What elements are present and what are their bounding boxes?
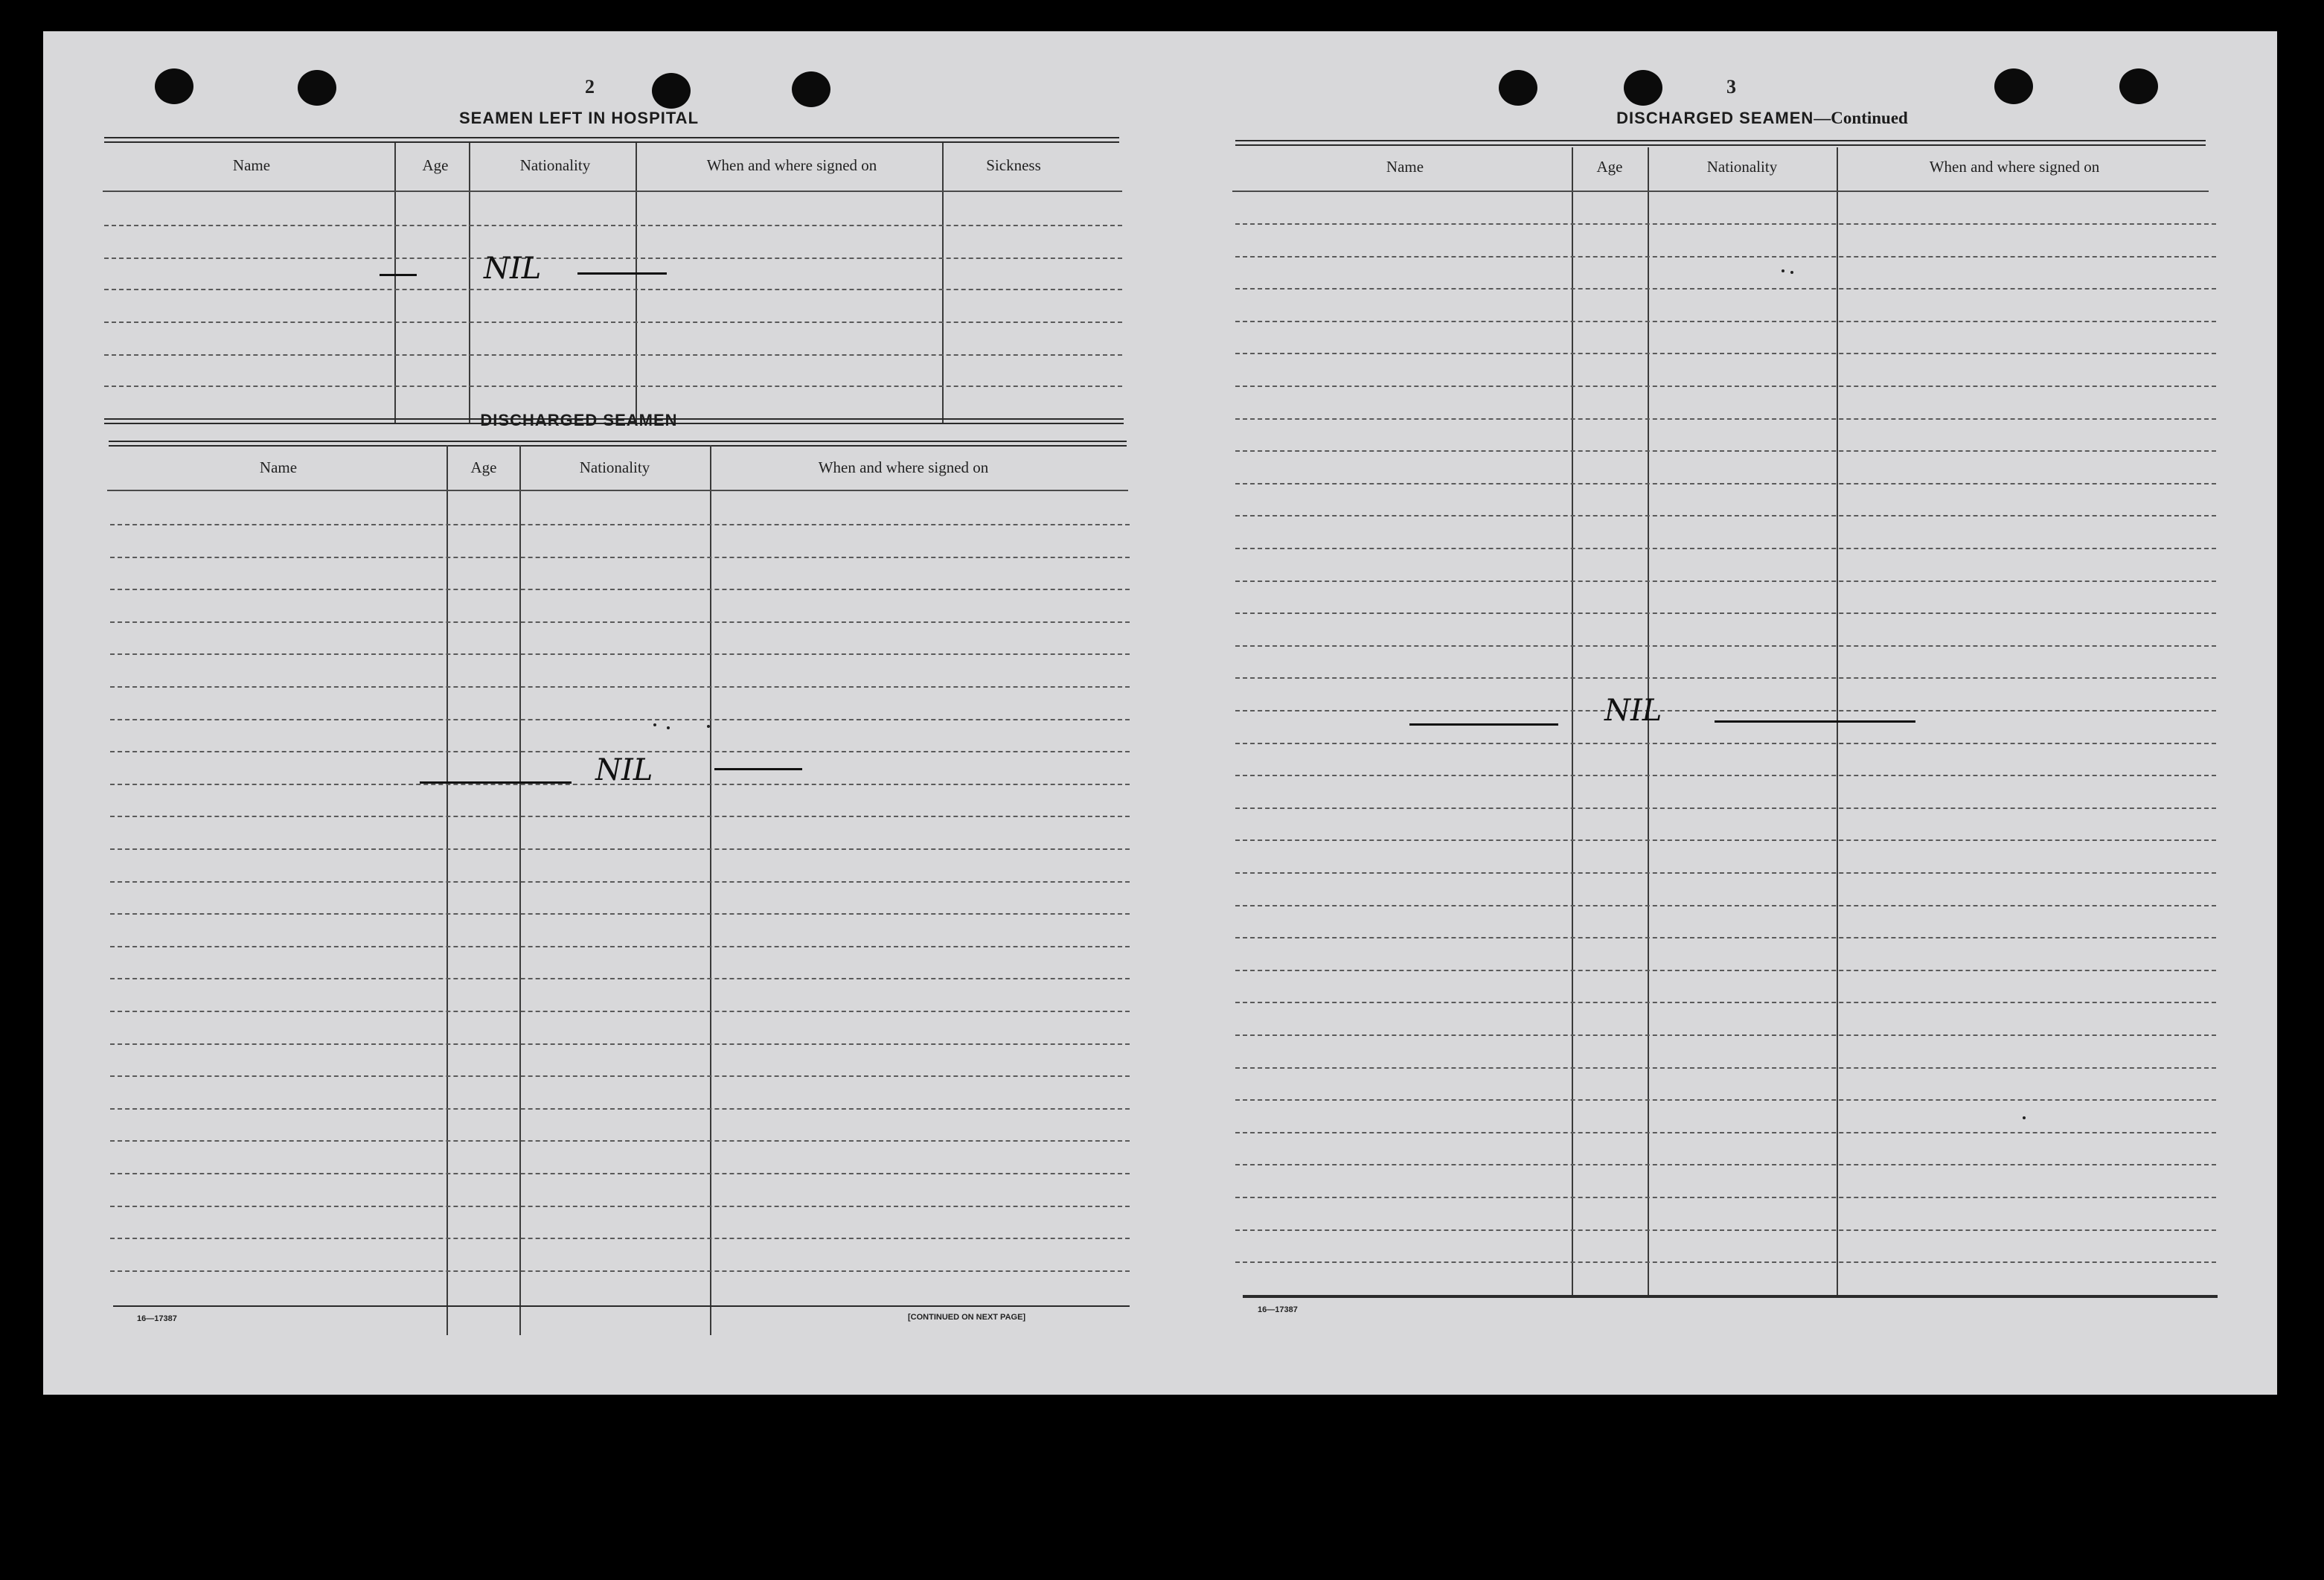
punch-hole (652, 73, 691, 109)
row-line (110, 686, 1130, 688)
row-line (104, 289, 1122, 290)
row-line (1235, 937, 2216, 938)
col-header-age: Age (470, 458, 497, 476)
row-line (110, 751, 1130, 752)
col-header-nationality: Nationality (519, 156, 591, 174)
row-line (1235, 970, 2216, 971)
row-line (1235, 386, 2216, 387)
row-line (110, 881, 1130, 883)
punch-hole (2119, 68, 2158, 104)
col-header-age: Age (422, 156, 449, 174)
row-line (1235, 677, 2216, 679)
nil-stroke-right (577, 272, 667, 275)
punch-hole (1994, 68, 2033, 104)
header-top-rule (1235, 140, 2206, 146)
row-line (1235, 1132, 2216, 1133)
col-header-signed-on: When and where signed on (1929, 158, 2100, 176)
row-line (110, 653, 1130, 655)
row-line (1235, 1261, 2216, 1263)
punch-hole (1499, 70, 1537, 106)
col-header-name: Name (232, 156, 271, 174)
form-number: 16—17387 (1258, 1305, 1298, 1314)
col-header-nationality: Nationality (579, 458, 650, 476)
ink-speck (667, 726, 670, 729)
row-line (1235, 483, 2216, 484)
col-header-age: Age (1596, 158, 1623, 176)
row-line (110, 1075, 1130, 1077)
header-top-rule (104, 137, 1119, 143)
row-line (1235, 1034, 2216, 1036)
header-bottom-rule (107, 490, 1128, 491)
column-divider (519, 445, 521, 1335)
row-line (110, 1238, 1130, 1239)
row-line (1235, 645, 2216, 647)
row-line (104, 322, 1122, 323)
section-title-hospital: SEAMEN LEFT IN HOSPITAL (458, 109, 700, 127)
row-line (1235, 613, 2216, 614)
nil-stroke-left (420, 781, 572, 784)
row-line (1235, 450, 2216, 452)
right-page (1174, 31, 2277, 1395)
header-bottom-rule (1232, 191, 2209, 192)
nil-stroke-left (1409, 723, 1558, 726)
row-line (1235, 1067, 2216, 1069)
continued-note: [CONTINUED ON NEXT PAGE] (908, 1313, 1026, 1322)
punch-hole (1624, 70, 1662, 106)
column-divider (394, 143, 396, 424)
page-number: 3 (1726, 76, 1736, 97)
row-line (1235, 839, 2216, 841)
col-header-sickness: Sickness (986, 156, 1041, 174)
header-bottom-rule (103, 191, 1122, 192)
row-line (110, 1011, 1130, 1012)
row-line (104, 354, 1122, 356)
row-line (110, 1206, 1130, 1207)
row-line (1235, 256, 2216, 258)
scanned-form-sheet (43, 31, 2277, 1395)
section-title-discharged: DISCHARGED SEAMEN (480, 411, 678, 429)
column-divider (1572, 147, 1573, 1296)
col-header-name: Name (259, 458, 298, 476)
row-line (1235, 580, 2216, 582)
row-line (110, 1043, 1130, 1045)
row-line (110, 589, 1130, 590)
col-header-nationality: Nationality (1706, 158, 1778, 176)
col-header-signed-on: When and where signed on (818, 458, 989, 476)
section-title-discharged-continued (1606, 109, 1918, 128)
col-header-name: Name (1386, 158, 1424, 176)
column-divider (710, 445, 711, 1335)
row-line (104, 258, 1122, 259)
nil-handwritten: NIL (1604, 694, 1662, 728)
header-top-rule (109, 441, 1127, 447)
punch-hole (298, 70, 336, 106)
table-bottom-rule (1243, 1295, 2218, 1298)
section-title-text: DISCHARGED SEAMEN (1616, 109, 1814, 127)
row-line (110, 816, 1130, 817)
ink-speck (1790, 271, 1793, 274)
row-line (1235, 905, 2216, 906)
ink-speck (2023, 1116, 2026, 1119)
table-bottom-rule (113, 1305, 1130, 1307)
row-line (1235, 1197, 2216, 1198)
left-page (43, 31, 1159, 1395)
row-line (110, 524, 1130, 525)
col-header-signed-on: When and where signed on (706, 156, 877, 174)
section-title-suffix: —Continued (1814, 109, 1908, 127)
row-line (104, 225, 1122, 226)
column-divider (942, 143, 944, 424)
ink-speck (707, 725, 710, 728)
row-line (110, 848, 1130, 850)
row-line (110, 978, 1130, 979)
row-line (110, 1270, 1130, 1272)
row-line (1235, 548, 2216, 549)
row-line (1235, 872, 2216, 874)
row-line (110, 621, 1130, 623)
punch-hole (155, 68, 193, 104)
row-line (1235, 223, 2216, 225)
row-line (1235, 353, 2216, 354)
row-line (1235, 1099, 2216, 1101)
ink-speck (653, 723, 656, 726)
form-number: 16—17387 (137, 1314, 177, 1323)
row-line (1235, 418, 2216, 420)
row-line (110, 1140, 1130, 1142)
row-line (1235, 1229, 2216, 1231)
column-divider (469, 143, 470, 424)
nil-stroke-right (1715, 720, 1915, 723)
nil-handwritten: NIL (484, 252, 542, 286)
row-line (110, 719, 1130, 720)
column-divider (446, 445, 448, 1335)
punch-hole (792, 71, 830, 107)
row-line (1235, 743, 2216, 744)
column-divider (636, 143, 637, 424)
row-line (1235, 321, 2216, 322)
row-line (1235, 775, 2216, 776)
row-line (110, 946, 1130, 947)
row-line (110, 913, 1130, 915)
ink-speck (1782, 269, 1784, 272)
nil-handwritten: NIL (595, 753, 653, 787)
row-line (104, 386, 1122, 387)
row-line (110, 1108, 1130, 1110)
row-line (1235, 1164, 2216, 1165)
nil-stroke-right (714, 768, 802, 770)
nil-stroke-left (380, 274, 417, 276)
row-line (1235, 515, 2216, 516)
page-number: 2 (585, 76, 595, 97)
row-line (1235, 1002, 2216, 1003)
row-line (110, 1173, 1130, 1174)
row-line (1235, 288, 2216, 290)
row-line (110, 557, 1130, 558)
row-line (1235, 710, 2216, 711)
row-line (1235, 807, 2216, 809)
